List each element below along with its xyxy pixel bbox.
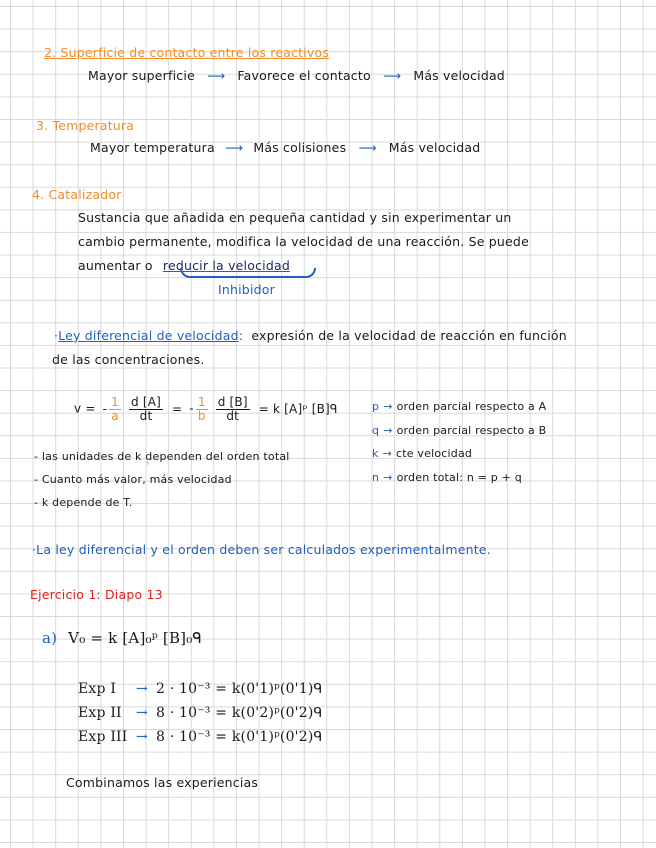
section-3-title: 3. Temperatura <box>36 118 135 133</box>
section-2-title: 2. Superficie de contacto entre los reactivos <box>44 45 330 60</box>
underbrace <box>180 268 316 278</box>
exp-row <box>78 729 323 745</box>
arrow-icon: → <box>382 447 392 460</box>
exp-equation: 8 · 10⁻³ = k(0'1)ᵖ(0'2)ᑫ <box>155 729 323 745</box>
ley-title: Ley diferencial de velocidad <box>58 328 239 343</box>
legend-symbol: q <box>372 424 380 437</box>
legend-item-n <box>372 471 522 484</box>
eq-minus-1: - <box>102 401 108 416</box>
exp-row <box>78 681 323 697</box>
section-2-right: Más velocidad <box>413 68 505 83</box>
exercise-a <box>42 629 202 647</box>
eq-frac-2-den: dt <box>139 408 153 423</box>
section-2-left: Mayor superficie <box>88 68 195 83</box>
ley-colon: : <box>238 328 244 343</box>
legend-text: orden parcial respecto a A <box>396 400 547 413</box>
exercise-a-equation: V₀ = k [A]₀ᵖ [B]₀ᑫ <box>68 629 203 647</box>
section-4-line-3-a: aumentar o <box>78 258 153 273</box>
eq-frac-3 <box>196 396 208 422</box>
eq-frac-2 <box>129 396 163 422</box>
note-3: - k depende de T. <box>34 496 133 509</box>
exp-equation: 2 · 10⁻³ = k(0'1)ᵖ(0'1)ᑫ <box>155 681 323 697</box>
arrow-icon: ⟶ <box>358 140 377 155</box>
ley-text-1: expresión de la velocidad de reacción en función <box>251 328 567 343</box>
legend-symbol: p <box>372 400 380 413</box>
section-3-middle: Más colisiones <box>253 140 347 155</box>
ley-bullet: · <box>54 328 59 343</box>
eq-equals-1: = <box>172 401 183 416</box>
ley-text-2: de las concentraciones. <box>52 352 205 367</box>
section-4-line-2: cambio permanente, modifica la velocidad de una reacción. Se puede <box>78 234 529 249</box>
note-mark: ꜛ <box>146 461 150 472</box>
eq-frac-1-num: 1 <box>111 395 119 409</box>
exercise-closing: Combinamos las experiencias <box>66 775 259 790</box>
note-1: - las unidades de k dependen del orden total <box>34 450 290 463</box>
arrow-icon: ⟶ <box>225 140 244 155</box>
arrow-icon: → <box>383 471 393 484</box>
arrow-icon: → <box>383 400 393 413</box>
arrow-icon: → <box>136 705 148 721</box>
legend-symbol: k <box>372 447 379 460</box>
eq-frac-2-num: d [A] <box>130 395 161 409</box>
section-2-content <box>88 68 505 83</box>
legend-symbol: n <box>372 471 380 484</box>
section-3-left: Mayor temperatura <box>90 140 215 155</box>
exp-label: Exp II <box>78 705 122 721</box>
section-4-line-1: Sustancia que añadida en pequeña cantidad y sin experimentar un <box>78 210 512 225</box>
reduce-speed-text: reducir la velocidad <box>162 258 290 273</box>
legend-text: orden parcial respecto a B <box>396 424 547 437</box>
section-2-middle: Favorece el contacto <box>237 68 371 83</box>
section-3-right: Más velocidad <box>388 140 481 155</box>
eq-frac-1 <box>109 396 121 422</box>
eq-minus-2: - <box>189 401 194 416</box>
conclusion: ·La ley diferencial y el orden deben ser calculados experimentalmente. <box>32 542 491 557</box>
arrow-icon: ⟶ <box>207 68 226 83</box>
legend-item-k <box>372 447 472 460</box>
eq-frac-4-den: dt <box>226 408 240 423</box>
section-3-content <box>90 140 480 155</box>
rate-equation <box>74 396 338 422</box>
legend-text: cte velocidad <box>396 447 473 460</box>
exp-row <box>78 705 323 721</box>
exp-equation: 8 · 10⁻³ = k(0'2)ᵖ(0'2)ᑫ <box>155 705 323 721</box>
eq-frac-4-num: d [B] <box>217 395 248 409</box>
eq-frac-3-num: 1 <box>197 395 206 409</box>
exp-label: Exp I <box>78 681 117 697</box>
arrow-icon: → <box>136 681 148 697</box>
exercise-a-label: a) <box>42 629 58 647</box>
exp-label: Exp III <box>78 729 128 745</box>
ley-line-1 <box>54 328 567 343</box>
inhibitor-label: Inhibidor <box>218 282 275 297</box>
legend-text: orden total: n = p + q <box>396 471 522 484</box>
legend-item-q <box>372 424 546 437</box>
eq-rhs: = k [A]ᵖ [B]ᑫ <box>258 401 338 416</box>
legend-item-p <box>372 400 546 413</box>
note-2: - Cuanto más valor, más velocidad <box>34 473 232 486</box>
eq-frac-3-den: b <box>197 408 206 423</box>
arrow-icon: → <box>383 424 393 437</box>
arrow-icon: ⟶ <box>383 68 402 83</box>
arrow-icon: → <box>136 729 148 745</box>
eq-frac-1-den: a <box>111 408 119 423</box>
section-4-title: 4. Catalizador <box>32 187 122 202</box>
exercise-title: Ejercicio 1: Diapo 13 <box>30 587 163 602</box>
eq-v: v = <box>74 401 96 416</box>
eq-frac-4 <box>216 396 250 422</box>
